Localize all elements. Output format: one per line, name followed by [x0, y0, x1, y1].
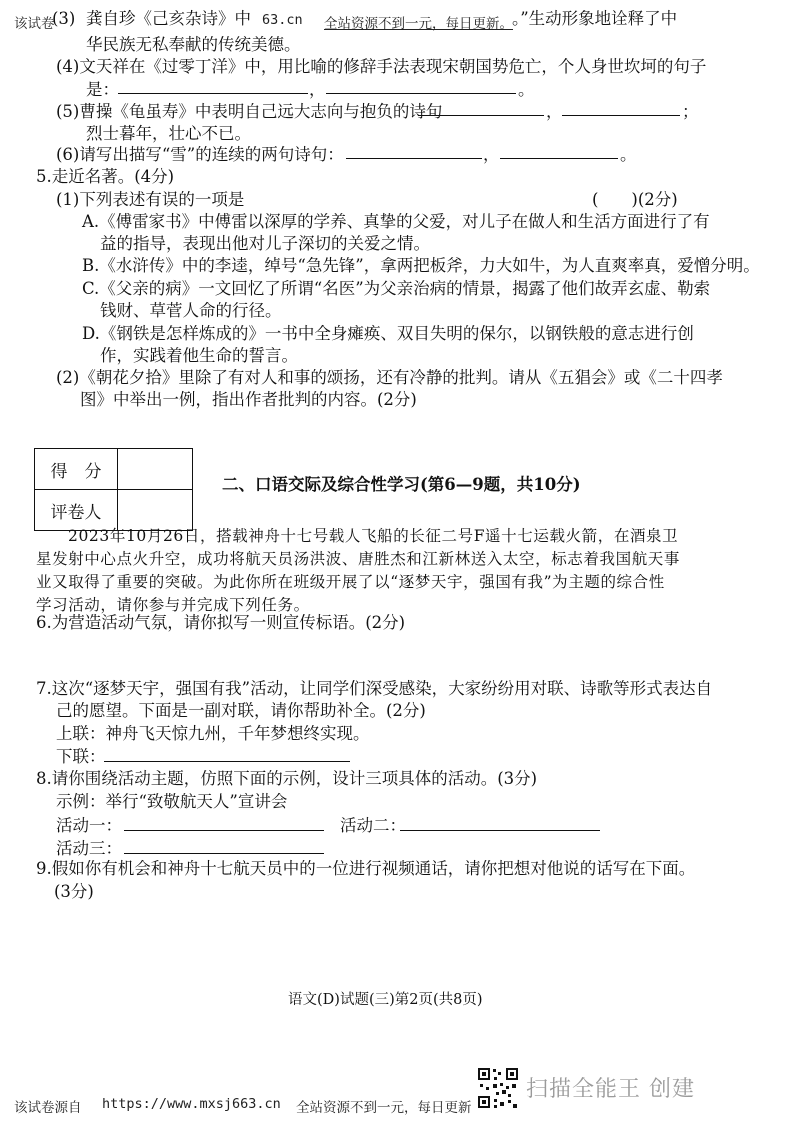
grader-label: 评卷人 [35, 490, 118, 531]
score-label: 得 分 [35, 449, 118, 490]
q7-upper-couplet: 上联：神舟飞天惊九州，千年梦想终实现。 [56, 724, 370, 743]
watermark-bottom-notice: 全站资源不到一元，每日更新 [296, 1100, 472, 1116]
q4-item3-end: 。”生动形象地诠释了中 [512, 9, 678, 28]
answer-line[interactable] [346, 158, 482, 159]
section2-passage-2: 星发射中心点火升空，成功将航天员汤洪波、唐胜杰和江新林送入太空，标志着我国航天事 [36, 550, 681, 568]
q5-option-c[interactable]: C.《父亲的病》一文回忆了所谓“名医”为父亲治病的情景，揭露了他们故弄玄虚、勒索 [82, 279, 711, 298]
watermark-bottom-source: 该试卷源自 [14, 1100, 82, 1116]
score-cell[interactable] [118, 449, 193, 490]
lower-couplet-answer-line[interactable] [104, 761, 350, 762]
q4-item4-comma: ， [309, 80, 326, 99]
q5-option-a-cont: 益的指导，表现出他对儿子深切的关爱之情。 [100, 234, 430, 253]
q4-item5-comma: ， [546, 102, 563, 121]
q4-item6-period: 。 [620, 145, 637, 164]
q5-option-d-cont: 作，实践着他生命的誓言。 [100, 346, 298, 365]
q9-prompt: 9.假如你有机会和神舟十七航天员中的一位进行视频通话，请你把想对他说的话写在下面。 [36, 859, 696, 878]
activity2-answer-line[interactable] [400, 830, 600, 831]
q9-points: (3分) [54, 882, 94, 901]
q5-option-c-cont: 钱财、草菅人命的行径。 [100, 301, 282, 320]
q5-sub2: (2)《朝花夕拾》里除了有对人和事的颂扬，还有冷静的批判。请从《五猖会》或《二十四孝 [56, 368, 723, 387]
q7-lower-label: 下联： [56, 747, 106, 766]
q4-item4-period: 。 [518, 80, 535, 99]
activity3-answer-line[interactable] [124, 853, 324, 854]
q5-sub1: (1)下列表述有误的一项是 [56, 190, 245, 209]
q4-item3-text: 龚自珍《己亥杂诗》中 [86, 9, 251, 28]
q6-prompt: 6.为营造活动气氛，请你拟写一则宣传标语。(2分) [36, 613, 406, 632]
q4-item6-comma: ， [483, 145, 500, 164]
watermark-top-prefix: 该试卷 [14, 16, 55, 32]
score-box [34, 448, 193, 531]
watermark-bottom-url[interactable]: https://www.mxsj663.cn [102, 1096, 281, 1112]
qr-code-icon [476, 1066, 520, 1110]
answer-line[interactable] [326, 93, 516, 94]
q4-item4-is: 是： [86, 80, 119, 99]
answer-line[interactable] [562, 115, 680, 116]
q5-option-b[interactable]: B.《水浒传》中的李逵，绰号“急先锋”，拿两把板斧，力大如牛，为人直爽率真，爱憎分明。 [82, 256, 760, 275]
page-footer: 语文(D)试题(三)第2页(共8页) [288, 992, 483, 1008]
section2-heading: 二、口语交际及综合性学习(第6—9题，共10分) [222, 475, 581, 494]
section2-passage-1: 2023年10月26日，搭载神舟十七号载人飞船的长征二号F遥十七运载火箭，在酒泉卫 [68, 527, 679, 545]
q8-example: 示例：举行“致敬航天人”宣讲会 [56, 792, 288, 811]
watermark-top-notice: 全站资源不到一元，每日更新。 [324, 16, 513, 32]
q4-item6-line: (6)请写出描写“雪”的连续的两句诗句： [56, 145, 344, 164]
section2-passage-4: 学习活动，请你参与并完成下列任务。 [36, 596, 310, 614]
scan-brand-watermark: 扫描全能王 创建 [526, 1077, 695, 1102]
q5-sub2-cont: 图》中举出一例，指出作者批判的内容。(2分) [80, 390, 417, 409]
answer-line[interactable] [500, 158, 618, 159]
section2-passage-3: 业又取得了重要的突破。为此你所在班级开展了以“逐梦天宇，强国有我”为主题的综合性 [36, 573, 665, 591]
q4-item4-line1: (4)文天祥在《过零丁洋》中，用比喻的修辞手法表现宋朝国势危亡，个人身世坎坷的句子 [56, 57, 707, 76]
q8-activity2-label: 活动二： [340, 816, 406, 835]
q7-prompt: 7.这次“逐梦天宇，强国有我”活动，让同学们深受感染，大家纷纷用对联、诗歌等形式表达自 [36, 679, 713, 698]
q4-item5-line1: (5)曹操《龟虽寿》中表明自己远大志向与抱负的诗句 [56, 102, 443, 121]
answer-line[interactable] [418, 115, 544, 116]
q5-title: 5.走近名著。(4分) [36, 167, 175, 186]
q4-item3-line2: 华民族无私奉献的传统美德。 [86, 35, 301, 54]
q4-item3-start: (3) [52, 9, 76, 28]
answer-line[interactable] [118, 93, 308, 94]
activity1-answer-line[interactable] [124, 830, 324, 831]
q7-prompt-cont: 己的愿望。下面是一副对联，请你帮助补全。(2分) [56, 701, 426, 720]
q4-item5-line2: 烈士暮年，壮心不已。 [86, 124, 251, 143]
q8-prompt: 8.请你围绕活动主题，仿照下面的示例，设计三项具体的活动。(3分) [36, 769, 538, 788]
q8-activity3-label: 活动三： [56, 839, 122, 858]
q5-option-d[interactable]: D.《钢铁是怎样炼成的》一书中全身瘫痪、双目失明的保尔，以钢铁般的意志进行创 [82, 324, 694, 343]
q4-item5-semicolon: ； [682, 102, 699, 121]
watermark-top-domain: 63.cn [262, 12, 303, 28]
q5-option-a[interactable]: A.《傅雷家书》中傅雷以深厚的学养、真挚的父爱，对儿子在做人和生活方面进行了有 [82, 212, 710, 231]
q5-sub1-paren: ( )(2分) [592, 190, 678, 209]
q8-activity1-label: 活动一： [56, 816, 122, 835]
